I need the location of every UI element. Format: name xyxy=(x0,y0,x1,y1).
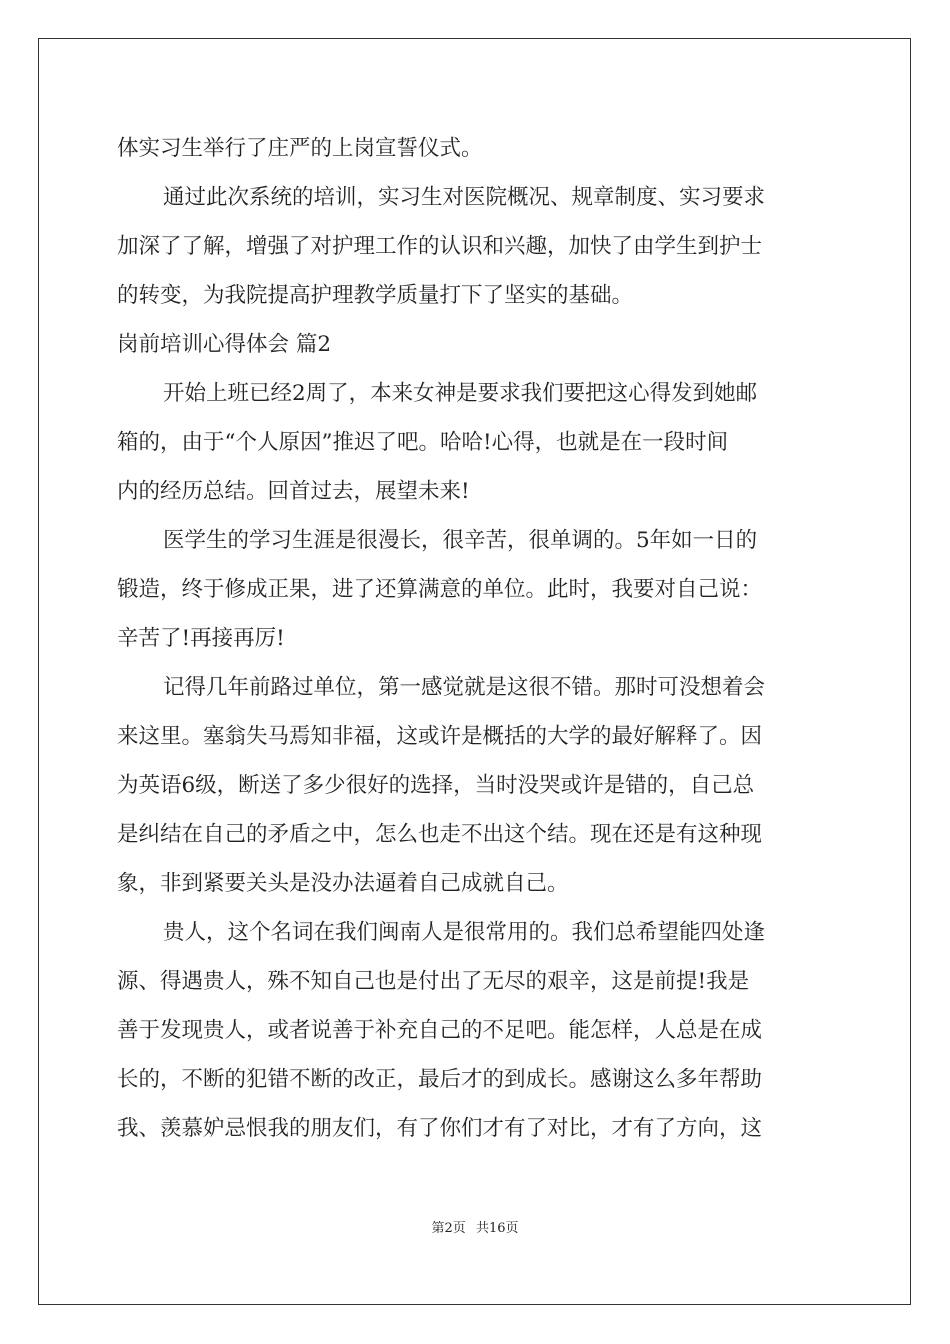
page-footer xyxy=(0,1217,950,1236)
text-line: 贵人，这个名词在我们闽南人是很常用的。我们总希望能四处逢 xyxy=(163,920,766,945)
section-heading: 岗前培训心得体会 篇2 xyxy=(117,332,332,357)
text-line: 体实习生举行了庄严的上岗宣誓仪式。 xyxy=(117,136,483,161)
text-line: 是纠结在自己的矛盾之中，怎么也走不出这个结。现在还是有这种现 xyxy=(117,822,763,847)
text-line: 内的经历总结。回首过去，展望未来! xyxy=(117,479,470,504)
text-line: 长的，不断的犯错不断的改正，最后才的到成长。感谢这么多年帮助 xyxy=(117,1067,763,1092)
page-total: 共16页 xyxy=(475,1221,519,1236)
text-line: 善于发现贵人，或者说善于补充自己的不足吧。能怎样，人总是在成 xyxy=(117,1018,763,1043)
text-line: 医学生的学习生涯是很漫长，很辛苦，很单调的。5年如一日的 xyxy=(163,528,758,553)
text-line: 记得几年前路过单位，第一感觉就是这很不错。那时可没想着会 xyxy=(163,675,766,700)
text-line: 加深了了解，增强了对护理工作的认识和兴趣，加快了由学生到护士 xyxy=(117,234,763,259)
page-number: 第2页 xyxy=(431,1221,466,1236)
text-line: 我、羡慕妒忌恨我的朋友们，有了你们才有了对比，才有了方向，这 xyxy=(117,1116,763,1141)
text-line: 开始上班已经2周了，本来女神是要求我们要把这心得发到她邮 xyxy=(163,381,758,406)
text-line: 来这里。塞翁失马焉知非福，这或许是概括的大学的最好解释了。因 xyxy=(117,724,763,749)
text-line: 源、得遇贵人，殊不知自己也是付出了无尽的艰辛，这是前提!我是 xyxy=(117,969,750,994)
text-line: 为英语6级，断送了多少很好的选择，当时没哭或许是错的，自己总 xyxy=(117,773,755,798)
text-line: 箱的，由于“个人原因”推迟了吧。哈哈!心得，也就是在一段时间 xyxy=(117,430,729,455)
text-line: 锻造，终于修成正果，进了还算满意的单位。此时，我要对自己说： xyxy=(117,577,763,602)
text-line: 象，非到紧要关头是没办法逼着自己成就自己。 xyxy=(117,871,569,896)
text-line: 辛苦了!再接再厉! xyxy=(117,626,285,651)
text-line: 的转变，为我院提高护理教学质量打下了坚实的基础。 xyxy=(117,283,634,308)
text-line: 通过此次系统的培训，实习生对医院概况、规章制度、实习要求 xyxy=(163,185,766,210)
document-body xyxy=(117,124,833,1153)
